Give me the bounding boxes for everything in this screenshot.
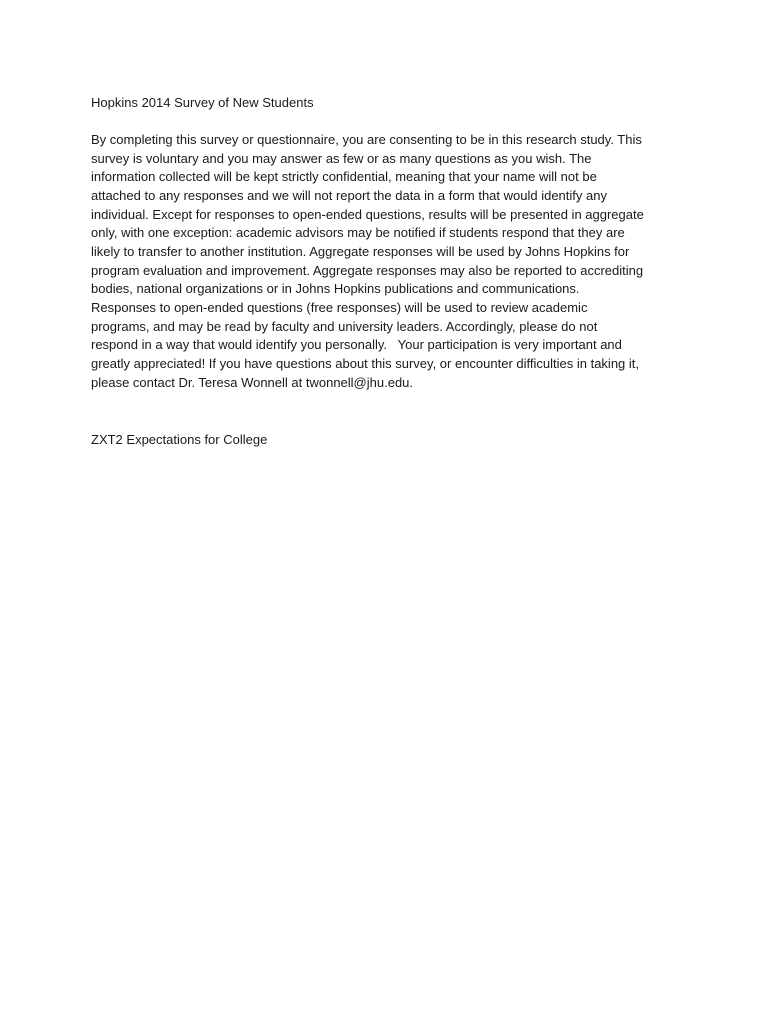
consent-line: Responses to open-ended questions (free responses) will be used to review academic <box>91 299 588 315</box>
consent-line: please contact Dr. Teresa Wonnell at twonnell@jhu.edu. <box>91 374 414 390</box>
consent-line: By completing this survey or questionnaire, you are consenting to be in this research study. This <box>91 132 642 147</box>
section-heading: ZXT2 Expectations for College <box>91 432 268 447</box>
consent-line: bodies, national organizations or in Johns Hopkins publications and communications. <box>91 281 580 297</box>
consent-line: only, with one exception: academic advisors may be notified if students respond that they are <box>91 225 625 241</box>
consent-line: programs, and may be read by faculty and university leaders. Accordingly, please do not <box>91 318 598 334</box>
consent-line: survey is voluntary and you may answer as few or as many questions as you wish. The <box>91 150 592 166</box>
page-title: Hopkins 2014 Survey of New Students <box>91 95 314 110</box>
consent-line: respond in a way that would identify you personally. Your participation is very important and <box>91 337 622 353</box>
consent-line: program evaluation and improvement. Aggregate responses may also be reported to accrediting <box>91 262 644 278</box>
consent-line: information collected will be kept strictly confidential, meaning that your name will not be <box>91 169 597 185</box>
consent-line: attached to any responses and we will not report the data in a form that would identify any <box>91 187 607 203</box>
consent-line: individual. Except for responses to open-ended questions, results will be presented in aggregate <box>91 206 644 222</box>
consent-line: likely to transfer to another institution. Aggregate responses will be used by Johns Hopkins for <box>91 243 630 259</box>
consent-paragraph <box>91 131 701 392</box>
consent-line: greatly appreciated! If you have questions about this survey, or encounter difficulties in taking it, <box>91 355 639 371</box>
